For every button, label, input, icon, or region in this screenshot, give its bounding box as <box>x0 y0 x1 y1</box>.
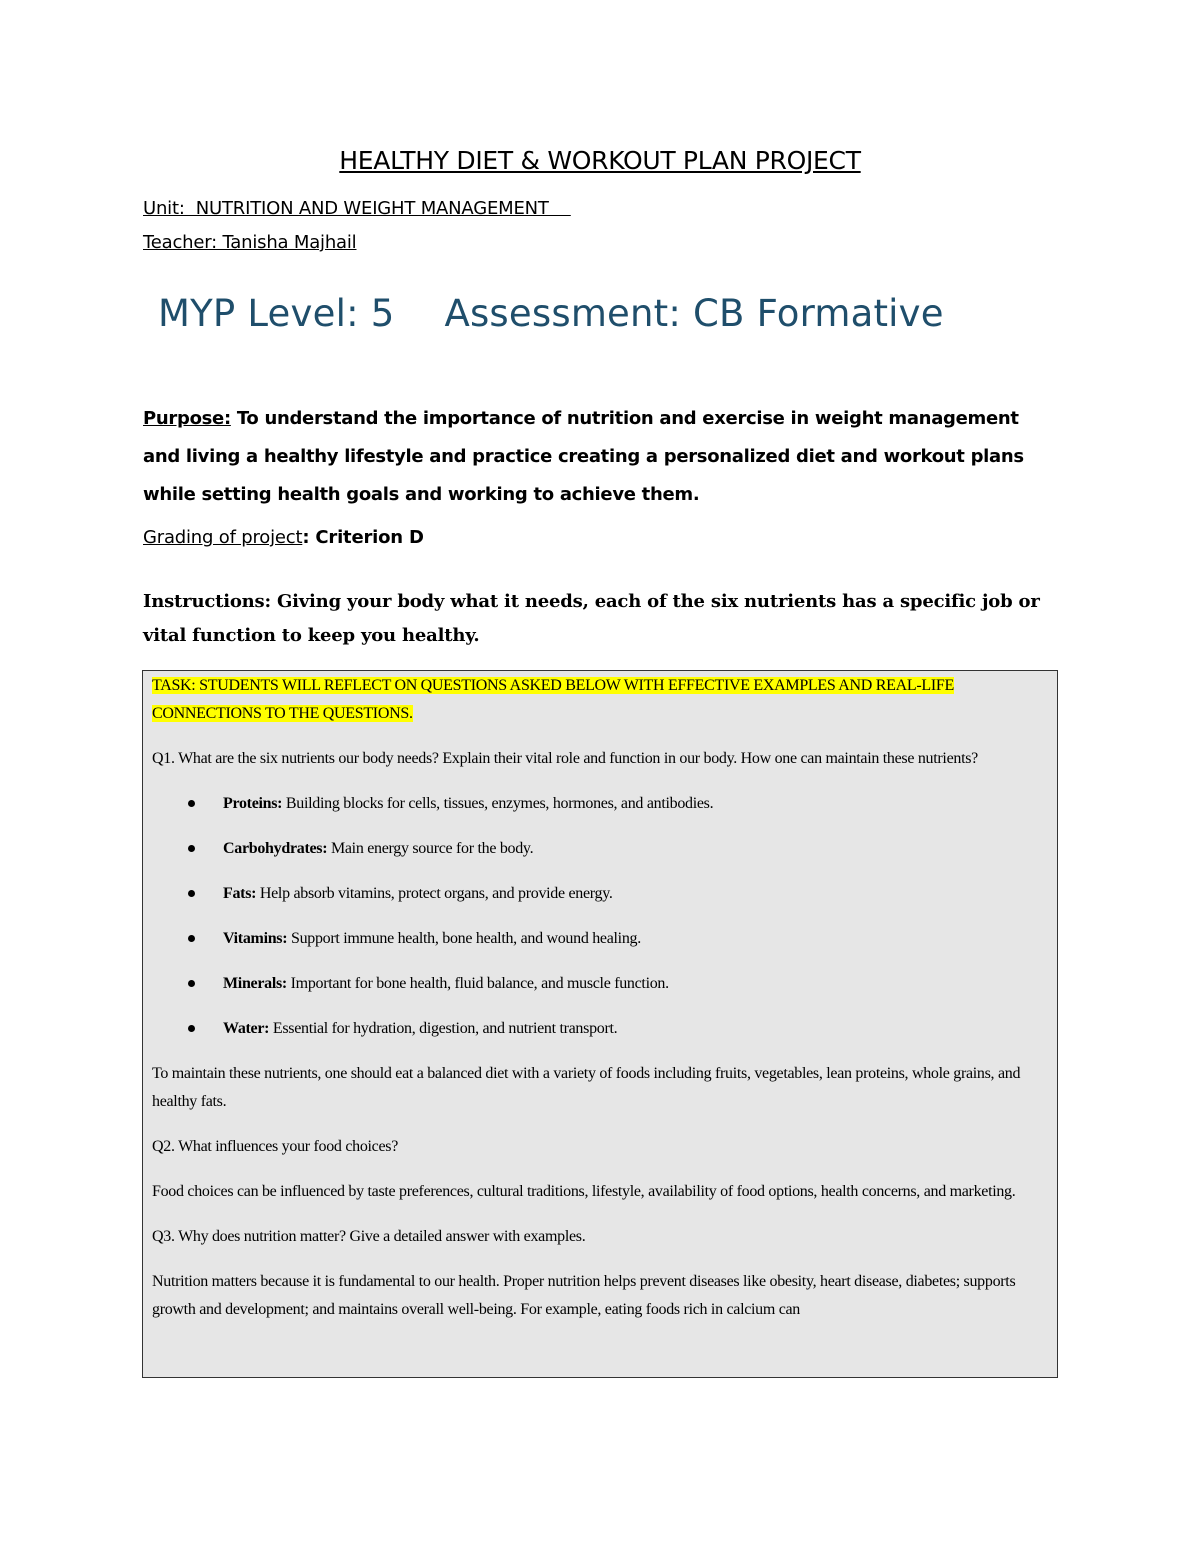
nutrient-desc: Essential for hydration, digestion, and nutrient transport. <box>269 1020 618 1037</box>
nutrient-desc: Support immune health, bone health, and wound healing. <box>287 930 641 947</box>
document-title: HEALTHY DIET & WORKOUT PLAN PROJECT <box>339 146 861 175</box>
list-item <box>152 925 1038 970</box>
grading-line <box>143 527 424 548</box>
nutrient-name: Vitamins: <box>223 930 288 947</box>
nutrient-desc: Main energy source for the body. <box>327 840 534 857</box>
grading-text: : Criterion D <box>302 527 424 548</box>
bullet-icon <box>188 935 195 942</box>
bullet-icon <box>188 800 195 807</box>
nutrient-name: Fats: <box>223 885 257 902</box>
assessment-type: Assessment: CB Formative <box>444 292 944 335</box>
purpose-text: To understand the importance of nutrition and exercise in weight management and living a healthy lifestyle and practice creating a personalized diet and workout plans while setting health goals and working to achieve them. <box>143 408 1024 505</box>
question-1: Q1. What are the six nutrients our body needs? Explain their vital role and function in our body. How one can maintain these nutrients? <box>152 750 978 767</box>
question-3: Q3. Why does nutrition matter? Give a detailed answer with examples. <box>152 1228 586 1245</box>
question-2: Q2. What influences your food choices? <box>152 1138 398 1155</box>
task-content <box>152 672 1038 1324</box>
unit-line: Unit: NUTRITION AND WEIGHT MANAGEMENT <box>143 198 571 219</box>
instructions-paragraph: Instructions: Giving your body what it needs, each of the six nutrients has a specific job or vital function to keep you healthy. <box>143 591 1040 646</box>
nutrient-name: Water: <box>223 1020 270 1037</box>
teacher-line: Teacher: Tanisha Majhail <box>143 232 357 253</box>
nutrient-desc: Important for bone health, fluid balance, and muscle function. <box>286 975 669 992</box>
task-box <box>142 670 1058 1378</box>
list-item <box>152 790 1038 835</box>
list-item <box>152 835 1038 880</box>
bullet-icon <box>188 1025 195 1032</box>
nutrient-desc: Building blocks for cells, tissues, enzymes, hormones, and antibodies. <box>282 795 714 812</box>
nutrient-desc: Help absorb vitamins, protect organs, and provide energy. <box>256 885 613 902</box>
grading-label: Grading of project <box>143 527 303 548</box>
answer-2: Food choices can be influenced by taste preferences, cultural traditions, lifestyle, availability of food options, health concerns, and marketing. <box>152 1183 1016 1200</box>
bullet-icon <box>188 845 195 852</box>
nutrient-name: Proteins: <box>223 795 283 812</box>
task-header <box>152 672 1038 728</box>
nutrient-list <box>152 790 1038 1060</box>
purpose-label: Purpose: <box>143 408 231 429</box>
list-item <box>152 880 1038 925</box>
myp-level: MYP Level: 5 <box>158 292 395 335</box>
nutrient-name: Carbohydrates: <box>223 840 328 857</box>
answer-3: Nutrition matters because it is fundamental to our health. Proper nutrition helps prevent diseases like obesity, heart disease, diabetes; supports growth and development; and maintains overall well-being. For example, eating foods rich in calcium can <box>152 1273 1016 1318</box>
purpose-paragraph <box>143 400 1048 514</box>
list-item <box>152 1015 1038 1060</box>
bullet-icon <box>188 980 195 987</box>
bullet-icon <box>188 890 195 897</box>
task-header-text: TASK: STUDENTS WILL REFLECT ON QUESTIONS ASKED BELOW WITH EFFECTIVE EXAMPLES AND REAL-LIFE CONNECTIONS TO THE QUESTIONS. <box>152 677 954 722</box>
nutrient-name: Minerals: <box>223 975 287 992</box>
list-item <box>152 970 1038 1015</box>
maintain-paragraph: To maintain these nutrients, one should eat a balanced diet with a variety of foods including fruits, vegetables, lean proteins, whole grains, and healthy fats. <box>152 1065 1021 1110</box>
myp-heading <box>158 292 944 335</box>
